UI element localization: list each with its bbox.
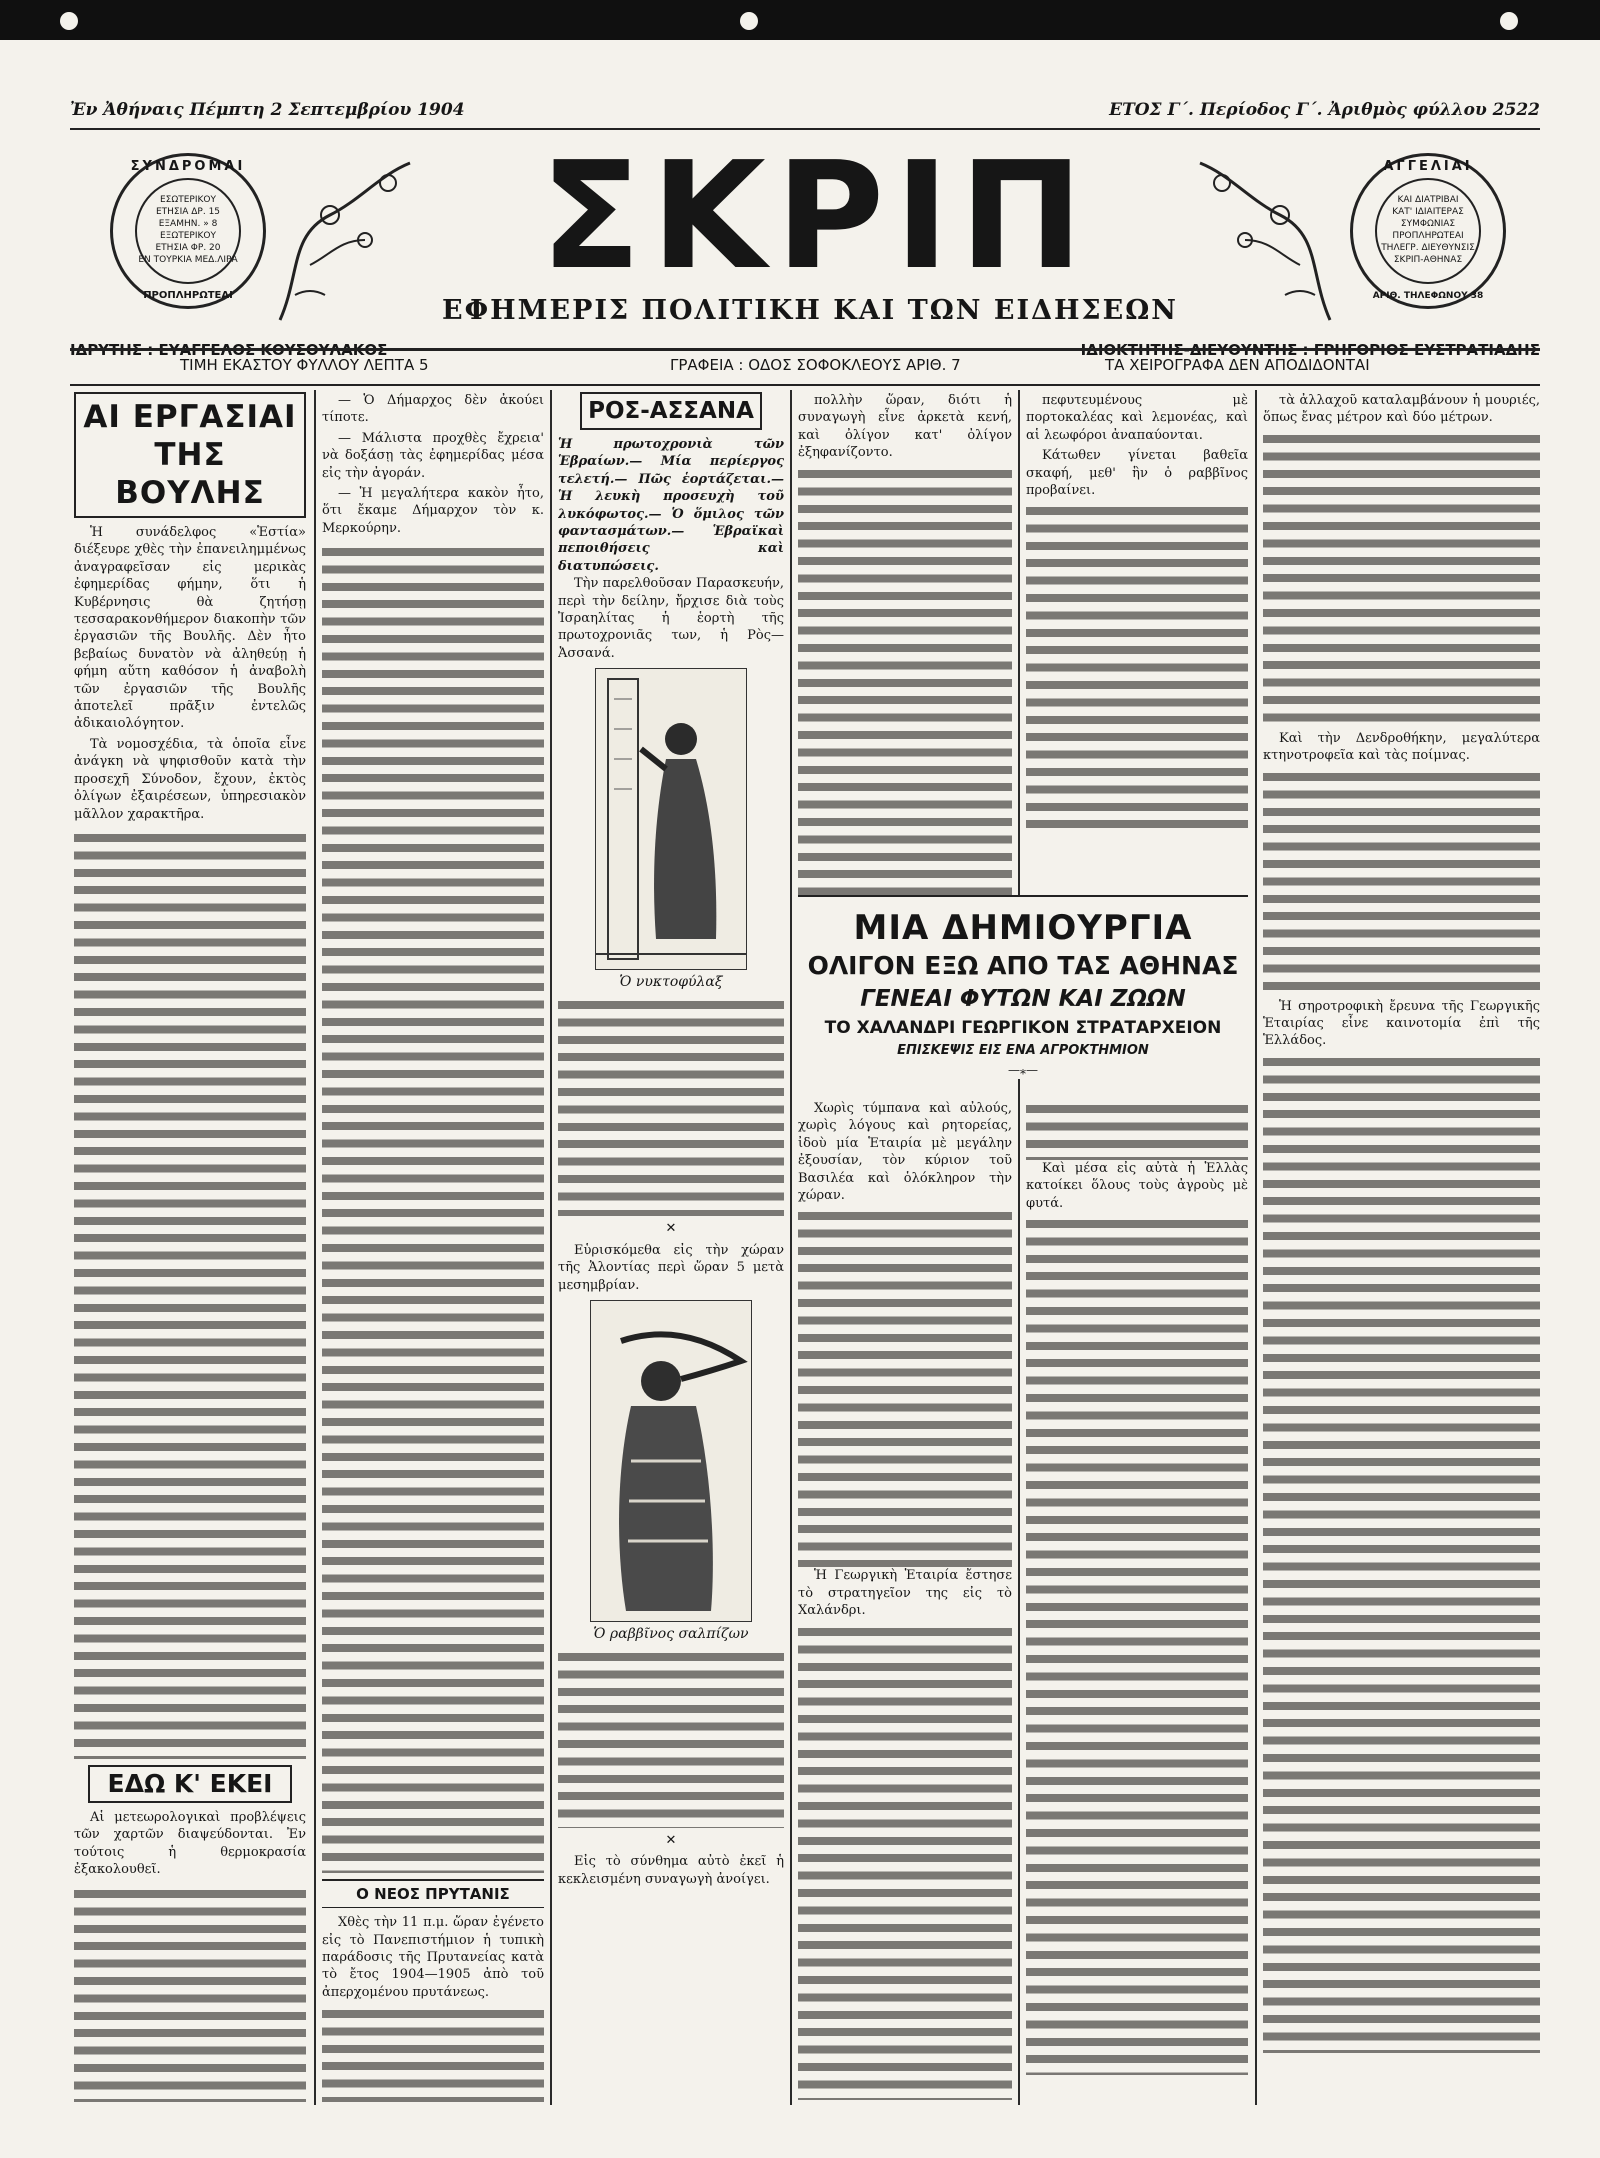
body-text-continuation	[798, 1623, 1012, 2100]
manuscripts-notice: ΤΑ ΧΕΙΡΟΓΡΑΦΑ ΔΕΝ ΑΠΟΔΙΔΟΝΤΑΙ	[1105, 356, 1370, 374]
paragraph: Αἱ μετεωρολογικαὶ προβλέψεις τῶν χαρτῶν διαψεύδονται. Ἐν τούτοις ἡ θερμοκρασία ἐξακολουθεῖ.	[74, 1809, 306, 1878]
article-body	[74, 1809, 306, 2102]
stamp-line: ΕΝ ΤΟΥΡΚΙΑ ΜΕΔ.ΛΙΡΑ	[138, 255, 238, 265]
column-1	[74, 392, 306, 2102]
binding-hole	[1500, 12, 1518, 30]
paragraph: — Ἡ μεγαλήτερα κακὸν ἦτο, ὅτι ἔκαμε Δήμαρχον τὸν κ. Μερκούρην.	[322, 486, 544, 536]
feature-subheadline: ΕΠΙΣΚΕΨΙΣ ΕΙΣ ΕΝΑ ΑΓΡΟΚΤΗΜΙΟΝ	[897, 1043, 1149, 1058]
paragraph: — Ὁ Δήμαρχος δὲν ἀκούει τίποτε.	[322, 393, 544, 426]
ornament-divider-icon: —⁎—	[1008, 1063, 1038, 1077]
headline-box	[74, 392, 306, 518]
issue-number: ΕΤΟΣ Γ΄. Περίοδος Γ΄. Ἀριθμὸς φύλλου 2522	[1109, 100, 1540, 120]
body-text-continuation	[1263, 1053, 1540, 2053]
column-rule	[1255, 390, 1257, 2105]
stamp-line: ΕΤΗΣΙΑ ΦΡ. 20	[155, 243, 221, 253]
stamp-line: ΣΚΡΙΠ-ΑΘΗΝΑΣ	[1393, 255, 1463, 265]
stamp-line: ΕΤΗΣΙΑ ΔΡ. 15	[155, 207, 221, 217]
body-text-continuation	[74, 829, 306, 1759]
headline-box	[580, 392, 762, 430]
body-text-continuation	[1026, 1215, 1248, 2075]
stamp-line: ΕΣΩΤΕΡΙΚΟΥ	[160, 195, 216, 205]
illustration-caption: Ὁ ραββῖνος σαλπίζων	[593, 1625, 749, 1642]
paragraph: πολλὴν ὥραν, διότι ἡ συναγωγὴ εἶνε ἀρκετὰ κενή, καὶ ὀλίγον κατ' ὀλίγον ἐξηφανίζοντο.	[798, 393, 1012, 461]
stamp-line: ΚΑΤ' ΙΔΙΑΙΤΕΡΑΣ	[1392, 207, 1464, 217]
column-rule	[1018, 1095, 1020, 2100]
body-text-continuation	[322, 543, 544, 1873]
paragraph: Τὴν παρελθοῦσαν Παρασκευήν, περὶ τὴν δείλην, ἤρχισε διὰ τοὺς Ἰσραηλίτας ἡ ἑορτὴ τῆς πρωτοχρονιᾶς των, ἡ Ρὸς—Ἀσσανά.	[558, 576, 784, 661]
body-text-continuation	[1026, 1100, 1248, 1160]
paragraph: τὰ ἀλλαχοῦ καταλαμβάνουν ἡ μουριές, ὅπως ἔνας μέτρον καὶ δύο μέτρων.	[1263, 393, 1540, 426]
top-black-border	[0, 0, 1600, 40]
ornament-vine-icon	[1190, 155, 1340, 325]
article-body	[1026, 392, 1248, 832]
paragraph: Χθὲς τὴν 11 π.μ. ὥραν ἐγένετο εἰς τὸ Πανεπιστήμιον ἡ τυπικὴ παράδοσις τῆς Πρυτανείας κατὰ τὸ ἔτος 1904—1905 ἀπὸ τοῦ ἀπερχομένου πρυτάνεως.	[322, 1915, 544, 2000]
stamp-arc-text: ΑΓΓΕΛΙΑΙ	[1383, 159, 1473, 174]
column-rule	[314, 390, 316, 2105]
infobar-rule	[70, 384, 1540, 386]
feature-body-right	[1026, 1100, 1248, 2100]
rabbi-shofar-figure-icon	[591, 1301, 751, 1621]
stamp-line: ΣΥΜΦΩΝΙΑΣ	[1400, 219, 1456, 229]
body-text-continuation	[558, 996, 784, 1216]
article-deck: Ἡ πρωτοχρονιὰ τῶν Ἑβραίων.— Μία περίεργος τελετή.— Πῶς ἑορτάζεται.— Ἡ λευκὴ προσευχὴ τοῦ λυκόφωτος.— Ὁ ὅμιλος τῶν φαντασμάτων.— Ἑβραϊκαὶ πεποιθήσεις καὶ διατυπώσεις.	[558, 437, 784, 574]
column-2	[322, 392, 544, 2102]
article-body	[558, 1648, 784, 1888]
headline-box	[88, 1765, 292, 1803]
body-text-continuation	[1263, 768, 1540, 998]
stamp-line: ΕΞΩΤΕΡΙΚΟΥ	[160, 231, 216, 241]
body-text-continuation	[558, 1648, 784, 1828]
info-bar	[70, 356, 1540, 380]
subscription-stamp	[110, 153, 266, 309]
price-notice: ΤΙΜΗ ΕΚΑΣΤΟΥ ΦΥΛΛΟΥ ΛΕΠΤΑ 5	[180, 356, 429, 374]
ads-stamp	[1350, 153, 1506, 309]
offices-address: ΓΡΑΦΕΙΑ : ΟΔΟΣ ΣΟΦΟΚΛΕΟΥΣ ΑΡΙΘ. 7	[670, 356, 961, 374]
newspaper-title: ΣΚΡΙΠ	[540, 130, 1094, 302]
stamp-line: ΕΞΑΜΗΝ. » 8	[158, 219, 218, 229]
body-text-continuation	[1026, 502, 1248, 832]
body-text-continuation	[322, 2005, 544, 2102]
article-body	[798, 1100, 1012, 2100]
watchman-figure-icon	[596, 669, 746, 969]
column-rule	[550, 390, 552, 2105]
article-body	[74, 524, 306, 1759]
section-divider-icon: ✕	[665, 1221, 677, 1237]
article-body	[322, 392, 544, 1873]
body-text-continuation	[798, 1207, 1012, 1567]
night-watchman-illustration	[595, 668, 747, 970]
article-body	[558, 996, 784, 1294]
article-body	[558, 575, 784, 662]
stamp-line: ΤΗΛΕΓΡ. ΔΙΕΥΘΥΝΣΙΣ	[1381, 243, 1475, 253]
feature-subheadline: ΟΛΙΓΟΝ ΕΞΩ ΑΠΟ ΤΑΣ ΑΘΗΝΑΣ	[807, 951, 1239, 980]
newspaper-subtitle: ΕΦΗΜΕΡΙΣ ΠΟΛΙΤΙΚΗ ΚΑΙ ΤΩΝ ΕΙΔΗΣΕΩΝ	[442, 295, 1178, 326]
body-text-continuation	[1263, 430, 1540, 730]
article-body	[1263, 392, 1540, 2053]
paragraph: Εἰς τὸ σύνθημα αὐτὸ ἐκεῖ ἡ κεκλεισμένη συναγωγὴ ἀνοίγει.	[558, 1854, 784, 1887]
issue-date: Ἐν Ἀθήναις Πέμπτη 2 Σεπτεμβρίου 1904	[70, 100, 465, 120]
stamp-line: ΠΡΟΠΛΗΡΩΤΕΑΙ	[1392, 231, 1464, 241]
paragraph: Καὶ τὴν Δενδροθήκην, μεγαλύτερα κτηνοτροφεῖα καὶ τὰς ποίμνας.	[1263, 730, 1540, 764]
binding-hole	[740, 12, 758, 30]
paragraph: Ἡ συνάδελφος «Ἑστία» διέξευρε χθὲς τὴν ἐπανειλημμένως ἀναγραφεῖσαν εἰς μερικὰς ἐφημερίδας φήμην, ὅτι ἡ Κυβέρνησις θὰ ζητήσῃ τεσσαρακονθήμερον διακοπὴν τῶν ἐργασιῶν τῆς Βουλῆς. Δὲν ἦτο βεβαίως δυνατὸν νὰ ἀληθεύῃ ἡ φήμη αὕτη καθόσον ἡ ἀναβολὴ τῶν ἐργασιῶν τῆς Βουλῆς ἀποτελεῖ πρᾶξιν ἐντελῶς ἀδικαιολόγητον.	[74, 525, 306, 732]
binding-hole	[60, 12, 78, 30]
dateline	[70, 100, 1540, 130]
stamp-bottom-text: ΠΡΟΠΛΗΡΩΤΕΑΙ	[143, 290, 233, 301]
paragraph: Τὰ νομοσχέδια, τὰ ὁποῖα εἶνε ἀνάγκη νὰ ψηφισθοῦν κατὰ τὴν προσεχῆ Σύνοδον, ἔχουν, ἐκτὸς ὀλίγων ἐξαιρέσεων, ὑπηρεσιακὸν μᾶλλον χαρακτῆρα.	[74, 736, 306, 822]
feature-headline-rule	[798, 895, 1248, 907]
article-headline: ΡΟΣ-ΑΣΣΑΝΑ	[588, 398, 754, 424]
feature-headline-block	[798, 895, 1248, 1079]
column-6	[1263, 392, 1540, 2102]
stamp-bottom-text: ΑΡΙΘ. ΤΗΛΕΦΩΝΟΥ 38	[1372, 291, 1484, 301]
paragraph: Καὶ μέσα εἰς αὐτὰ ἡ Ἑλλὰς κατοίκει ὅλους τοὺς ἀγροὺς μὲ φυτά.	[1026, 1161, 1248, 1211]
article-headline: ΤΗΣ ΒΟΥΛΗΣ	[115, 437, 265, 511]
ornament-vine-icon	[270, 155, 420, 325]
article-body	[1026, 1100, 1248, 2075]
section-headline: Ο ΝΕΟΣ ΠΡΥΤΑΝΙΣ	[356, 1885, 510, 1904]
paragraph: Κάτωθεν γίνεται βαθεῖα σκαφή, μεθ' ἣν ὁ ραββῖνος προβαίνει.	[1026, 448, 1248, 499]
feature-headline: ΜΙΑ ΔΗΜΙΟΥΡΓΙΑ	[853, 908, 1193, 948]
masthead	[70, 130, 1540, 345]
stamp-inner	[1375, 178, 1481, 284]
illustration-caption: Ὁ νυκτοφύλαξ	[619, 974, 723, 991]
stamp-inner	[135, 178, 241, 284]
rabbi-illustration	[590, 1300, 752, 1622]
column-3	[558, 392, 784, 2102]
article-body	[322, 1914, 544, 2102]
paragraph: Ἡ Γεωργικὴ Ἑταιρία ἔστησε τὸ στρατηγεῖον της εἰς τὸ Χαλάνδρι.	[798, 1568, 1012, 1619]
section-headline: ΕΔΩ Κ' ΕΚΕΙ	[107, 1768, 273, 1798]
stamp-arc-text: ΣΥΝΔΡΟΜΑΙ	[130, 159, 246, 174]
article-headline: ΑΙ ΕΡΓΑΣΙΑΙ	[83, 399, 297, 435]
paragraph: Ἡ σηροτροφικὴ ἔρευνα τῆς Γεωργικῆς Ἑταιρίας εἶνε καινοτομία ἐπὶ τῆς Ἑλλάδος.	[1263, 998, 1540, 1049]
headline-box	[322, 1879, 544, 1908]
body-text-continuation	[74, 1885, 306, 2102]
paragraph: Χωρὶς τύμπανα καὶ αὐλούς, χωρὶς λόγους καὶ ρητορείας, ἰδοὺ μία Ἑταιρία μὲ μεγάλην ἐξουσίαν, τὸν κύριον τοῦ Βασιλέα καὶ ὁλόκληρον τὴν χώραν.	[798, 1101, 1012, 1204]
column-rule	[790, 390, 792, 2105]
paragraph: πεφυτευμένους μὲ πορτοκαλέας καὶ λεμονέας, καὶ αἱ λεωφόροι ἀναπαύονται.	[1026, 393, 1248, 443]
masthead-rule	[70, 348, 1540, 351]
section-divider-icon: ✕	[665, 1832, 677, 1848]
feature-subheadline: ΤΟ ΧΑΛΑΝΔΡΙ ΓΕΩΡΓΙΚΟΝ ΣΤΡΑΤΑΡΧΕΙΟΝ	[824, 1018, 1222, 1038]
feature-subheadline: ΓΕΝΕΑΙ ΦΥΤΩΝ ΚΑΙ ΖΩΩΝ	[860, 986, 1186, 1012]
stamp-line: ΚΑΙ ΔΙΑΤΡΙΒΑΙ	[1397, 195, 1459, 205]
paragraph: Εὑρισκόμεθα εἰς τὴν χώραν τῆς Ἀλοντίας περὶ ὥραν 5 μετὰ μεσημβρίαν.	[558, 1242, 784, 1293]
body-text-continuation	[798, 465, 1012, 895]
article-body	[798, 392, 1012, 895]
paragraph: — Μάλιστα προχθὲς ἔχρεια' νὰ δοξάσῃ τὰς ἐφημερίδας μέσα εἰς τὴν ἀγοράν.	[322, 430, 544, 481]
feature-body-left	[798, 1100, 1012, 2100]
